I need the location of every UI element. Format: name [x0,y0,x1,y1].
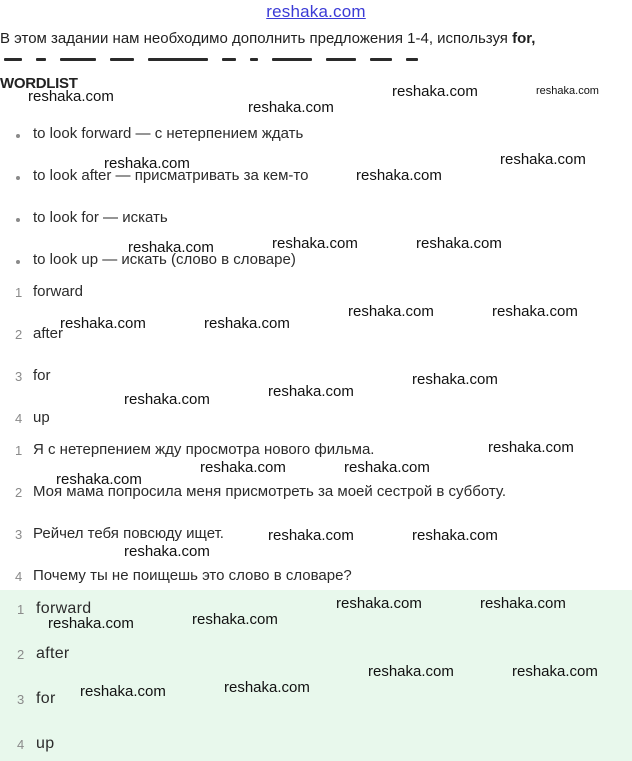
translation-number: 3 [15,527,23,542]
intro-bold: for, [512,30,536,47]
translation-text: Я с нетерпением жду просмотра нового фильма. [33,441,375,458]
answer-box-word: after [36,645,70,662]
watermark: reshaka.com [48,615,134,632]
watermark: reshaka.com [60,315,146,332]
watermark: reshaka.com [500,151,586,168]
watermark: reshaka.com [344,459,430,476]
watermark: reshaka.com [492,303,578,320]
translation-number: 4 [15,569,23,584]
answer-box-number: 2 [17,647,25,662]
wordlist-item: to look for — искать [33,209,168,226]
watermark: reshaka.com [348,303,434,320]
watermark: reshaka.com [356,167,442,184]
intro-text [0,30,535,47]
bullet-dot [16,260,20,264]
watermark: reshaka.com [124,543,210,560]
bullet-dot [16,134,20,138]
wordlist-item: to look forward — с нетерпением ждать [33,125,304,142]
translation-text: Моя мама попросила меня присмотреть за моей сестрой в субботу. [33,483,507,500]
watermark: reshaka.com [200,459,286,476]
bullet-dot [16,176,20,180]
answer-box-number: 1 [17,602,25,617]
watermark: reshaka.com [128,239,214,256]
watermark: reshaka.com [368,663,454,680]
answer-box-number: 3 [17,692,25,707]
watermark: reshaka.com [416,235,502,252]
answer-box-number: 4 [17,737,25,752]
answer-box-word: up [36,735,55,752]
watermark: reshaka.com [204,315,290,332]
watermark: reshaka.com [248,99,334,116]
answer-word: up [33,409,50,426]
translation-number: 1 [15,443,23,458]
watermark: reshaka.com [392,83,478,100]
watermark: reshaka.com [412,371,498,388]
watermark: reshaka.com [224,679,310,696]
watermark: reshaka.com [488,439,574,456]
answer-word: after [33,325,64,342]
answer-word: forward [33,283,84,300]
watermark: reshaka.com [268,527,354,544]
watermark: reshaka.com [512,663,598,680]
answer-number: 1 [15,285,23,300]
watermark: reshaka.com [268,383,354,400]
watermark: reshaka.com [28,88,114,105]
translation-number: 2 [15,485,23,500]
translation-text: Почему ты не поищешь это слово в словаре? [33,567,352,584]
answer-number: 3 [15,369,23,384]
watermark: reshaka.com [336,595,422,612]
answer-box-word: for [36,690,56,707]
watermark: reshaka.com [536,85,599,97]
watermark: reshaka.com [412,527,498,544]
watermark: reshaka.com [480,595,566,612]
answer-number: 2 [15,327,23,342]
wordlist-item: to look after — присматривать за кем-то [33,167,309,184]
translation-text: Рейчел тебя повсюду ищет. [33,525,224,542]
answer-number: 4 [15,411,23,426]
answer-box-word: forward [36,600,92,617]
intro-main: В этом задании нам необходимо дополнить предложения 1-4, используя [0,30,513,47]
watermark: reshaka.com [80,683,166,700]
answer-word: for [33,367,51,384]
site-link[interactable]: reshaka.com [266,2,366,21]
watermark: reshaka.com [192,611,278,628]
wordlist-item: to look up — искать (слово в словаре) [33,251,296,268]
watermark: reshaka.com [56,471,142,488]
wordlist-heading: WORDLIST [0,75,78,92]
bullet-dot [16,218,20,222]
watermark: reshaka.com [272,235,358,252]
cut-off-text-line [4,58,424,66]
watermark: reshaka.com [124,391,210,408]
watermark: reshaka.com [104,155,190,172]
